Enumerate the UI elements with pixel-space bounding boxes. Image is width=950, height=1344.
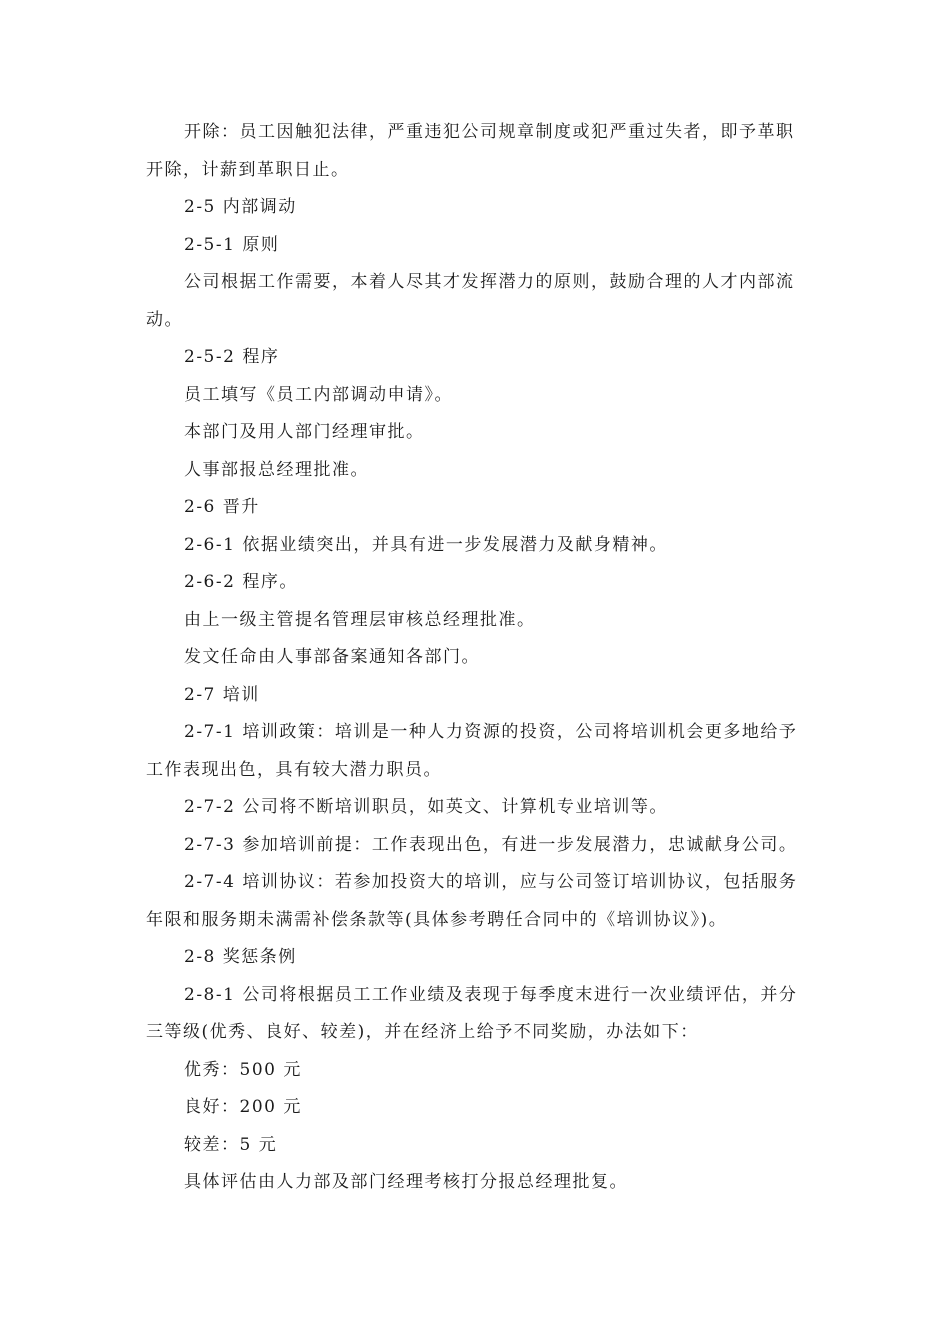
heading-2-5-2: 2-5-2 程序 — [184, 347, 280, 367]
paragraph-transfer-step-2: 本部门及用人部门经理审批。 — [184, 422, 425, 442]
paragraph-2-8-1: 2-8-1 公司将根据员工工作业绩及表现于每季度末进行一次业绩评估，并分三等级(优秀、良好、较差)，并在经济上给予不同奖励，办法如下： — [146, 984, 798, 1042]
paragraph-transfer-principle: 公司根据工作需要，本着人尽其才发挥潜力的原则，鼓励合理的人才内部流动。 — [146, 272, 795, 330]
paragraph-2-7-1: 2-7-1 培训政策：培训是一种人力资源的投资，公司将培训机会更多地给予工作表现出色，具有较大潜力职员。 — [146, 722, 798, 780]
paragraph-promotion-step-2: 发文任命由人事部备案通知各部门。 — [184, 647, 480, 667]
paragraph-2-7-3: 2-7-3 参加培训前提：工作表现出色，有进一步发展潜力，忠诚献身公司。 — [184, 834, 798, 855]
paragraph-reward-excellent: 优秀：500 元 — [184, 1059, 302, 1080]
paragraph-2-7-2: 2-7-2 公司将不断培训职员，如英文、计算机专业培训等。 — [184, 797, 668, 817]
paragraph-evaluation-note: 具体评估由人力部及部门经理考核打分报总经理批复。 — [184, 1172, 628, 1192]
paragraph-dismissal: 开除：员工因触犯法律，严重违犯公司规章制度或犯严重过失者，即予革职开除，计薪到革职日止。 — [146, 122, 795, 180]
paragraph-transfer-step-3: 人事部报总经理批准。 — [184, 459, 369, 480]
paragraph-transfer-step-1: 员工填写《员工内部调动申请》。 — [184, 384, 453, 405]
paragraph-reward-good: 良好：200 元 — [184, 1097, 302, 1117]
heading-2-7: 2-7 培训 — [184, 684, 260, 705]
heading-2-6: 2-6 晋升 — [184, 497, 260, 517]
heading-2-8: 2-8 奖惩条例 — [184, 947, 297, 967]
heading-2-5: 2-5 内部调动 — [184, 197, 297, 217]
heading-2-6-2: 2-6-2 程序。 — [184, 572, 298, 592]
paragraph-reward-poor: 较差：5 元 — [184, 1134, 278, 1155]
document-page — [146, 114, 810, 1202]
paragraph-promotion-step-1: 由上一级主管提名管理层审核总经理批准。 — [184, 609, 536, 630]
paragraph-2-6-1: 2-6-1 依据业绩突出，并具有进一步发展潜力及献身精神。 — [184, 534, 668, 555]
paragraph-2-7-4: 2-7-4 培训协议：若参加投资大的培训，应与公司签订培训协议，包括服务年限和服务期未满需补偿条款等(具体参考聘任合同中的《培训协议》)。 — [146, 872, 798, 930]
heading-2-5-1: 2-5-1 原则 — [184, 234, 280, 255]
